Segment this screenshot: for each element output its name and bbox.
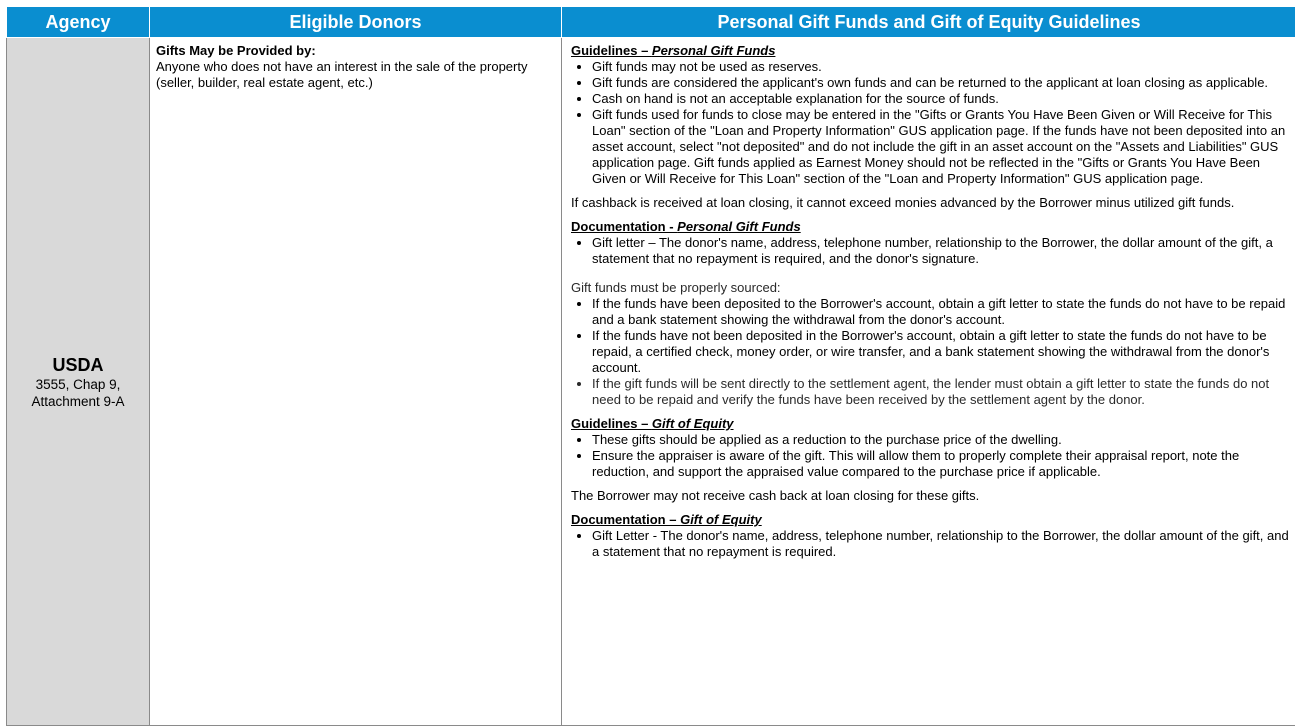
donors-heading: Gifts May be Provided by: [156, 43, 555, 59]
section-heading-gift-of-equity-documentation [571, 512, 1290, 528]
list-item: • Ensure the appraiser is aware of the gift. This will allow them to properly complete their appraisal report, note the reduction, and support the appraised value compared to the purchase price if applicable. [592, 448, 1290, 480]
gift-of-equity-documentation-list [571, 528, 1290, 560]
personal-gift-documentation-list [571, 235, 1290, 267]
list-item: • Gift Letter - The donor's name, address, telephone number, relationship to the Borrower, the dollar amount of the gift, and a statement that no repayment is required. [592, 528, 1290, 560]
section-heading-prefix: Documentation – [571, 512, 680, 527]
list-item: • Cash on hand is not an acceptable explanation for the source of funds. [592, 91, 1290, 107]
list-item: • These gifts should be applied as a reduction to the purchase price of the dwelling. [592, 432, 1290, 448]
agency-name: USDA [7, 354, 149, 376]
sourced-list [571, 296, 1290, 408]
list-item: • Gift funds used for funds to close may be entered in the "Gifts or Grants You Have Been Given or Will Receive for This Loan" section of the "Loan and Property Information" GUS application page. If the funds have not been deposited into an asset account, select "not deposited" and do not include the gift in an asset account on the "Assets and Liabilities" GUS application page. Gift funds applied as Earnest Money should not be reflected in the "Gifts or Grants You Have Been Given or Will Receive for This Loan" section of the "Loan and Property Information" GUS application page. [592, 107, 1290, 187]
equity-cash-back-paragraph: The Borrower may not receive cash back at loan closing for these gifts. [571, 488, 1290, 504]
sourced-paragraph: Gift funds must be properly sourced: [571, 280, 1290, 296]
section-heading-prefix: Documentation - [571, 219, 677, 234]
header-agency: Agency [7, 7, 150, 38]
cashback-paragraph: If cashback is received at loan closing, it cannot exceed monies advanced by the Borrower minus utilized gift funds. [571, 195, 1290, 211]
section-heading-title: Personal Gift Funds [677, 219, 801, 234]
section-heading-title: Personal Gift Funds [652, 43, 776, 58]
eligible-donors-cell [150, 38, 562, 726]
list-item: • Gift letter – The donor's name, address, telephone number, relationship to the Borrower, the dollar amount of the gift, a statement that no repayment is required, and the donor's signature. [592, 235, 1290, 267]
gift-of-equity-guidelines-list [571, 432, 1290, 480]
list-item: • If the funds have not been deposited in the Borrower's account, obtain a gift letter to state the funds do not have to be repaid, a certified check, money order, or wire transfer, and a bank statement showing the withdrawal from the donor's account. [592, 328, 1290, 376]
agency-reference-line-1: 3555, Chap 9, [7, 376, 149, 393]
list-item: • If the funds have been deposited to the Borrower's account, obtain a gift letter to state the funds do not have to be repaid and a bank statement showing the withdrawal from the donor's account. [592, 296, 1290, 328]
table-row [7, 38, 1295, 726]
agency-reference-line-2: Attachment 9-A [7, 393, 149, 410]
section-heading-personal-gift-documentation [571, 219, 1290, 235]
list-item: • Gift funds are considered the applicant's own funds and can be returned to the applicant at loan closing as applicable. [592, 75, 1290, 91]
gift-guidelines-table [6, 6, 1295, 726]
section-heading-gift-of-equity-guidelines [571, 416, 1290, 432]
list-item: • Gift funds may not be used as reserves. [592, 59, 1290, 75]
header-row [7, 7, 1295, 38]
personal-gift-guidelines-list [571, 59, 1290, 187]
header-eligible-donors: Eligible Donors [150, 7, 562, 38]
header-guidelines: Personal Gift Funds and Gift of Equity Guidelines [562, 7, 1295, 38]
guidelines-cell [562, 38, 1295, 726]
section-heading-prefix: Guidelines – [571, 416, 652, 431]
agency-cell [7, 38, 150, 726]
section-heading-personal-gift-guidelines [571, 43, 1290, 59]
list-item: • If the gift funds will be sent directly to the settlement agent, the lender must obtain a gift letter to state the funds do not need to be repaid and verify the funds have been received by the settlement agent by the donor. [592, 376, 1290, 408]
section-heading-title: Gift of Equity [680, 512, 762, 527]
section-heading-title: Gift of Equity [652, 416, 734, 431]
section-heading-prefix: Guidelines – [571, 43, 652, 58]
donors-text: Anyone who does not have an interest in the sale of the property (seller, builder, real estate agent, etc.) [156, 59, 555, 91]
